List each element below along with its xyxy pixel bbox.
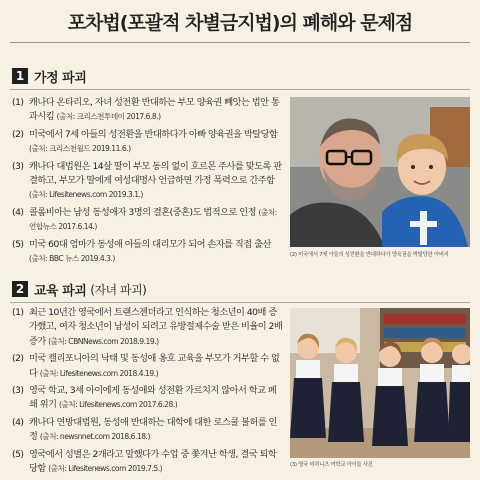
item-source: (출처: 연합뉴스 2017.6.14.) (29, 207, 277, 232)
section-2-subtitle: (자녀 파괴) (90, 282, 147, 297)
section-2-divider (10, 302, 470, 303)
item-text: 미국 60대 엄마가 동성애 아들의 대리모가 되어 손자를 직접 출산 (29, 238, 271, 250)
item-number: (2) (12, 353, 24, 365)
item-number: (3) (12, 160, 24, 172)
schoolgirls-illustration (290, 308, 470, 458)
section-1-title: 가정 파괴 (34, 70, 87, 86)
section-2-list (12, 306, 284, 479)
item-number: (5) (12, 448, 24, 460)
section-1-divider (10, 89, 470, 90)
item-text: 영국에서 성별은 2개라고 말했다가 수업 중 쫓겨난 학생, 결국 퇴학 당함 (29, 448, 277, 475)
section-1-header (12, 66, 86, 86)
item-number: (1) (12, 97, 24, 108)
item-source: (출처: CBNNews.com 2018.9.19.) (48, 336, 159, 346)
list-item (12, 96, 282, 125)
item-number: (2) (12, 128, 24, 140)
item-text: 캐나다 온타리오, 자녀 성전환 반대하는 부모 양육권 빼앗는 법안 통과시킴 (29, 97, 280, 123)
item-source: (출처: Lifesitenews.com 2017.6.28.) (58, 400, 178, 410)
photo-1-caption: (2) 미국에서 7세 아들의 성전환을 반대하다가 양육권을 박탈당한 아버지 (290, 252, 449, 258)
item-text: 미국에서 7세 아들의 성전환을 반대하다가 아빠 양육권을 박탈당함 (29, 128, 278, 140)
item-number: (4) (12, 416, 24, 428)
schoolgirls-photo (290, 308, 470, 458)
list-item (12, 306, 284, 349)
item-text: 최근 10년간 영국에서 트랜스젠더라고 인식하는 청소년이 40배 증가했고, 여자 청소년이 남성이 되려고 유방절제수술 받은 비율이 2배 증가 (29, 307, 283, 347)
item-text: 캐나다 연방대법원, 동성애 반대하는 대학에 대한 로스쿨 불허를 인정 (29, 416, 277, 443)
item-source: (출처: Lifesitenews.com 2019.3.1.) (29, 190, 143, 200)
list-item (12, 128, 282, 157)
item-number: (3) (12, 385, 24, 397)
item-text: 영국 학교, 3세 아이에게 동성애와 성전환 가르치지 않아서 학교 폐쇄 위기 (29, 385, 277, 411)
item-text: 콜롬비아는 남성 동성애자 3명의 결혼(중혼)도 법적으로 인정 (29, 206, 257, 218)
item-text: 캐나다 대법원은 14살 딸이 부모 동의 없이 호르몬 주사를 맞도록 판결하고, 부모가 딸에게 여성대명사 언급하면 가정 폭력으로 간주함 (29, 160, 282, 187)
item-source: (출처: BBC 뉴스 2019.4.3.) (29, 254, 115, 264)
list-item (12, 448, 284, 477)
section-1-number: 1 (12, 68, 28, 84)
item-source: (출처: 크리스천투데이 2017.6.8.) (56, 112, 161, 122)
section-2-header (12, 279, 146, 299)
item-source: (출처: 크리스천월드 2019.11.6.) (29, 144, 131, 154)
section-2-title: 교육 파괴 (34, 283, 87, 299)
list-item (12, 160, 282, 203)
section-2-number: 2 (12, 281, 28, 297)
list-item (12, 206, 282, 235)
list-item (12, 352, 284, 381)
list-item (12, 384, 284, 413)
item-source: (출처: Lifesitenews.com 2019.7.5.) (48, 464, 163, 474)
title-divider (10, 42, 470, 43)
section-1-list (12, 96, 282, 269)
item-number: (4) (12, 206, 24, 218)
item-source: (출처: Lifesitenews.com 2018.4.19.) (39, 368, 159, 378)
father-son-illustration (290, 97, 470, 247)
page-title: 포차법(포괄적 차별금지법)의 폐해와 문제점 (67, 12, 413, 34)
father-son-photo (290, 97, 470, 247)
photo-2-caption: (3) 영국 비허니츠 여학교 아이들 사진 (290, 462, 373, 468)
item-text: 미국 캘리포니아의 낙태 및 동성애 옹호 교육을 부모가 거부할 수 없다 (29, 353, 280, 379)
list-item (12, 238, 282, 267)
item-source: (출처: newsnnet.com 2018.6.18.) (39, 432, 150, 442)
item-number: (5) (12, 238, 24, 250)
item-number: (1) (12, 307, 24, 318)
list-item (12, 416, 284, 445)
